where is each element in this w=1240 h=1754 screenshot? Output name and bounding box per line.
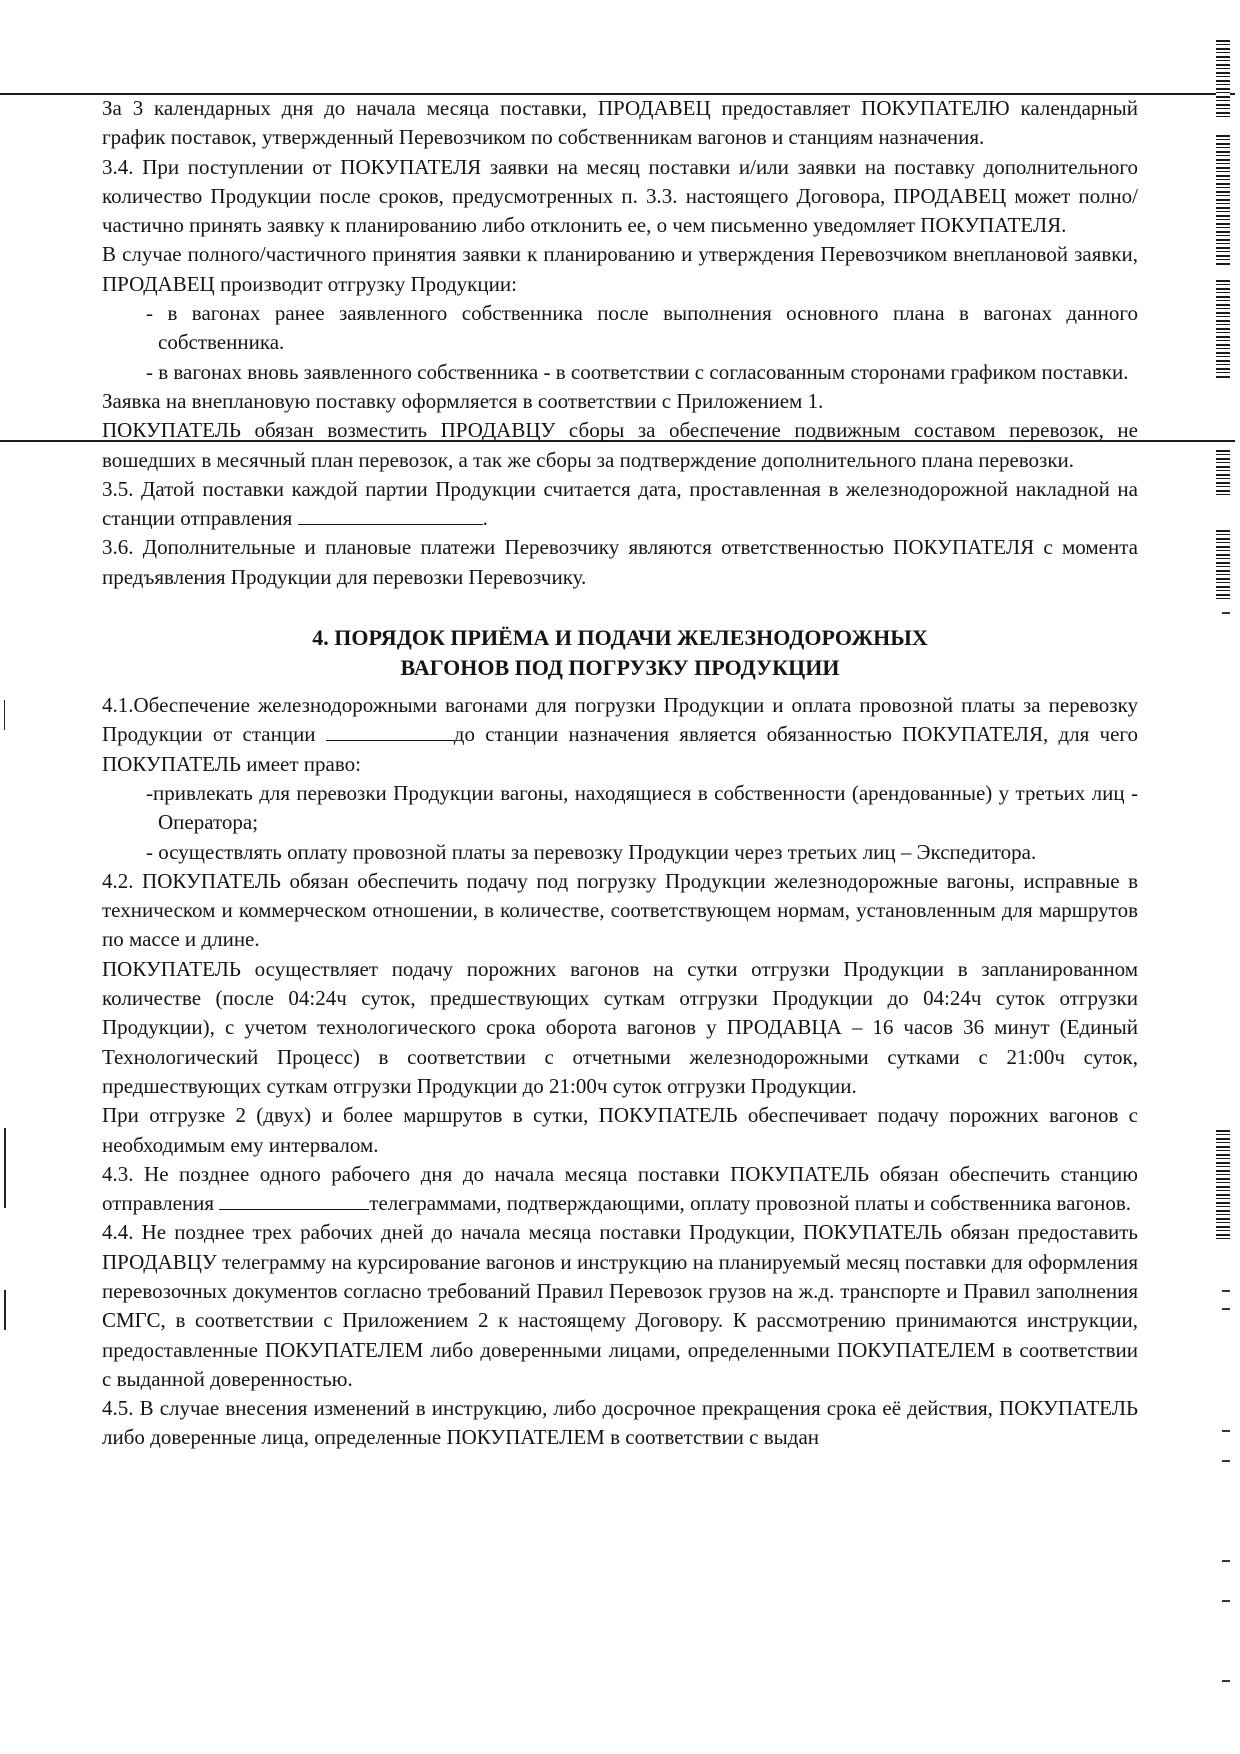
paragraph-4-3-part-b: телеграммами, подтверждающими, оплату провозной платы и собственника вагонов. xyxy=(369,1191,1131,1216)
paragraph-schedule: За 3 календарных дня до начала месяца поставки, ПРОДАВЕЦ предоставляет ПОКУПАТЕЛЮ календарный график поставок, утвержденный Перевозчиком по собственникам вагонов и станциям назначения. xyxy=(102,96,1138,150)
list-item-operator: -привлекать для перевозки Продукции вагоны, находящиеся в собственности (арендованные) у третьих лиц - Оператора; xyxy=(146,780,1138,835)
paragraph-3-4: 3.4. При поступлении от ПОКУПАТЕЛЯ заявки на месяц поставки и/или заявки на поставку дополнительного количество Продукции после сроков, предусмотренных п. 3.3. настоящего Договора, ПРОДАВЕЦ может полно/частично принять заявку к планированию либо отклонить ее, о чем письменно уведомляет ПОКУПАТЕЛЯ. xyxy=(102,154,1138,238)
section-4-heading xyxy=(102,623,1138,683)
list-item-previous-owner: - в вагонах ранее заявленного собственника после выполнения основного плана в вагонах данного собственника. xyxy=(146,301,1138,355)
edge-dash xyxy=(1222,1290,1230,1292)
edge-dash xyxy=(1222,1308,1230,1310)
list-item-new-owner: - в вагонах вновь заявленного собственника - в соответствии с согласованным сторонами графиком поставки. xyxy=(146,359,1129,384)
scan-left-mark xyxy=(4,1290,6,1330)
telegram-station-blank xyxy=(219,1189,369,1210)
edge-barcode xyxy=(1216,135,1230,265)
paragraph-4-1-part-b: до станции назначения является обязанностью ПОКУПАТЕЛЯ, для чего ПОКУПАТЕЛЬ имеет право: xyxy=(102,722,1139,776)
paragraph-appendix-1: Заявка на внеплановую поставку оформляется в соответствии с Приложением 1. xyxy=(102,388,824,413)
paragraph-3-5-text: 3.5. Датой поставки каждой партии Продукции считается дата, проставленная в железнодорожной накладной на станции отправления xyxy=(102,476,1138,531)
edge-dash xyxy=(1222,1560,1230,1562)
scan-left-mark xyxy=(4,700,5,730)
departure-station-blank xyxy=(326,720,454,741)
edge-dash xyxy=(1222,612,1230,614)
list-item-forwarder: - осуществлять оплату провозной платы за перевозку Продукции через третьих лиц – Экспедитора. xyxy=(146,839,1037,864)
paragraph-empty-wagons: ПОКУПАТЕЛЬ осуществляет подачу порожних вагонов на сутки отгрузки Продукции в запланированном количестве (после 04:24ч суток, предшествующих суткам отгрузки Продукции до 04:24ч суток отгрузки Продукции), с учетом технологического срока оборота вагонов у ПРОДАВЦА – 16 часов 36 минут (Единый Технологический Процесс) в соответствии с отчетными железнодорожными сутками с 21:00ч суток, предшествующих суткам отгрузки Продукции до 21:00ч суток отгрузки Продукции. xyxy=(102,956,1138,1098)
edge-dash xyxy=(1222,1600,1230,1602)
paragraph-unplanned-acceptance: В случае полного/частичного принятия заявки к планированию и утверждения Перевозчиком внеплановой заявки, ПРОДАВЕЦ производит отгрузку Продукции: xyxy=(102,242,1138,296)
paragraph-4-2: 4.2. ПОКУПАТЕЛЬ обязан обеспечить подачу под погрузку Продукции железнодорожные вагоны, исправные в техническом и коммерческом отношении, в количестве, соответствующем нормам, установленным для маршрутов по массе и длине. xyxy=(102,868,1138,952)
station-blank xyxy=(298,504,483,525)
edge-dash xyxy=(1222,1680,1230,1682)
edge-barcode xyxy=(1216,450,1230,495)
paragraph-3-6: 3.6. Дополнительные и плановые платежи Перевозчику являются ответственностью ПОКУПАТЕЛЯ с момента предъявления Продукции для перевозки Перевозчику. xyxy=(102,535,1138,589)
edge-barcode xyxy=(1216,280,1230,380)
document-body xyxy=(102,94,1138,1453)
edge-barcode xyxy=(1216,530,1230,600)
scan-left-mark xyxy=(4,1128,6,1208)
edge-barcode xyxy=(1216,40,1230,120)
paragraph-4-1-part-a: 4.1.Обеспечение железнодорожными вагонами для погрузки Продукции и оплата провозной платы за перевозку Продукции от станции xyxy=(102,693,1138,747)
section-4-heading-line-2: ВАГОНОВ ПОД ПОГРУЗКУ ПРОДУКЦИИ xyxy=(400,655,840,681)
paragraph-4-4: 4.4. Не позднее трех рабочих дней до начала месяца поставки Продукции, ПОКУПАТЕЛЬ обязан предоставить ПРОДАВЦУ телеграмму на курсирование вагонов и инструкцию на планируемый месяц поставки для оформления перевозочных документов согласно требований Правил Перевозок грузов на ж.д. транспорте и Правил заполнения СМГС, в соответствии с Приложением 2 к настоящему Договору. К рассмотрению принимаются инструкции, предоставленные ПОКУПАТЕЛЕМ либо доверенными лицами, определенными ПОКУПАТЕЛЕМ в соответствии с выданной доверенностью. xyxy=(102,1220,1138,1391)
paragraph-4-1 xyxy=(102,691,1138,779)
scan-edge-marks xyxy=(1216,0,1236,1754)
paragraph-4-3 xyxy=(102,1160,1138,1219)
paragraph-4-3-part-a: 4.3. Не позднее одного рабочего дня до начала месяца поставки ПОКУПАТЕЛЬ обязан обеспечить станцию отправления xyxy=(102,1161,1138,1216)
edge-barcode xyxy=(1216,1130,1230,1240)
paragraph-fees: ПОКУПАТЕЛЬ обязан возместить ПРОДАВЦУ сборы за обеспечение подвижным составом перевозок, не вошедших в месячный план перевозок, а так же сборы за подтверждение дополнительного плана перевозки. xyxy=(102,418,1138,472)
edge-dash xyxy=(1222,1430,1230,1432)
paragraph-3-5: 3.5. Датой поставки каждой партии Продукции считается дата, проставленная в железнодорожной накладной на станции отправления . xyxy=(102,476,1138,531)
section-4-heading-line-1: 4. ПОРЯДОК ПРИЁМА И ПОДАЧИ ЖЕЛЕЗНОДОРОЖНЫХ xyxy=(312,625,928,651)
edge-dash xyxy=(1222,1460,1230,1462)
paragraph-4-5: 4.5. В случае внесения изменений в инструкцию, либо досрочное прекращения срока её действия, ПОКУПАТЕЛЬ либо доверенные лица, определенные ПОКУПАТЕЛЕМ в соответствии с выдан xyxy=(102,1396,1138,1450)
paragraph-routes-interval: При отгрузке 2 (двух) и более маршрутов в сутки, ПОКУПАТЕЛЬ обеспечивает подачу порожних вагонов с необходимым ему интервалом. xyxy=(102,1103,1138,1157)
